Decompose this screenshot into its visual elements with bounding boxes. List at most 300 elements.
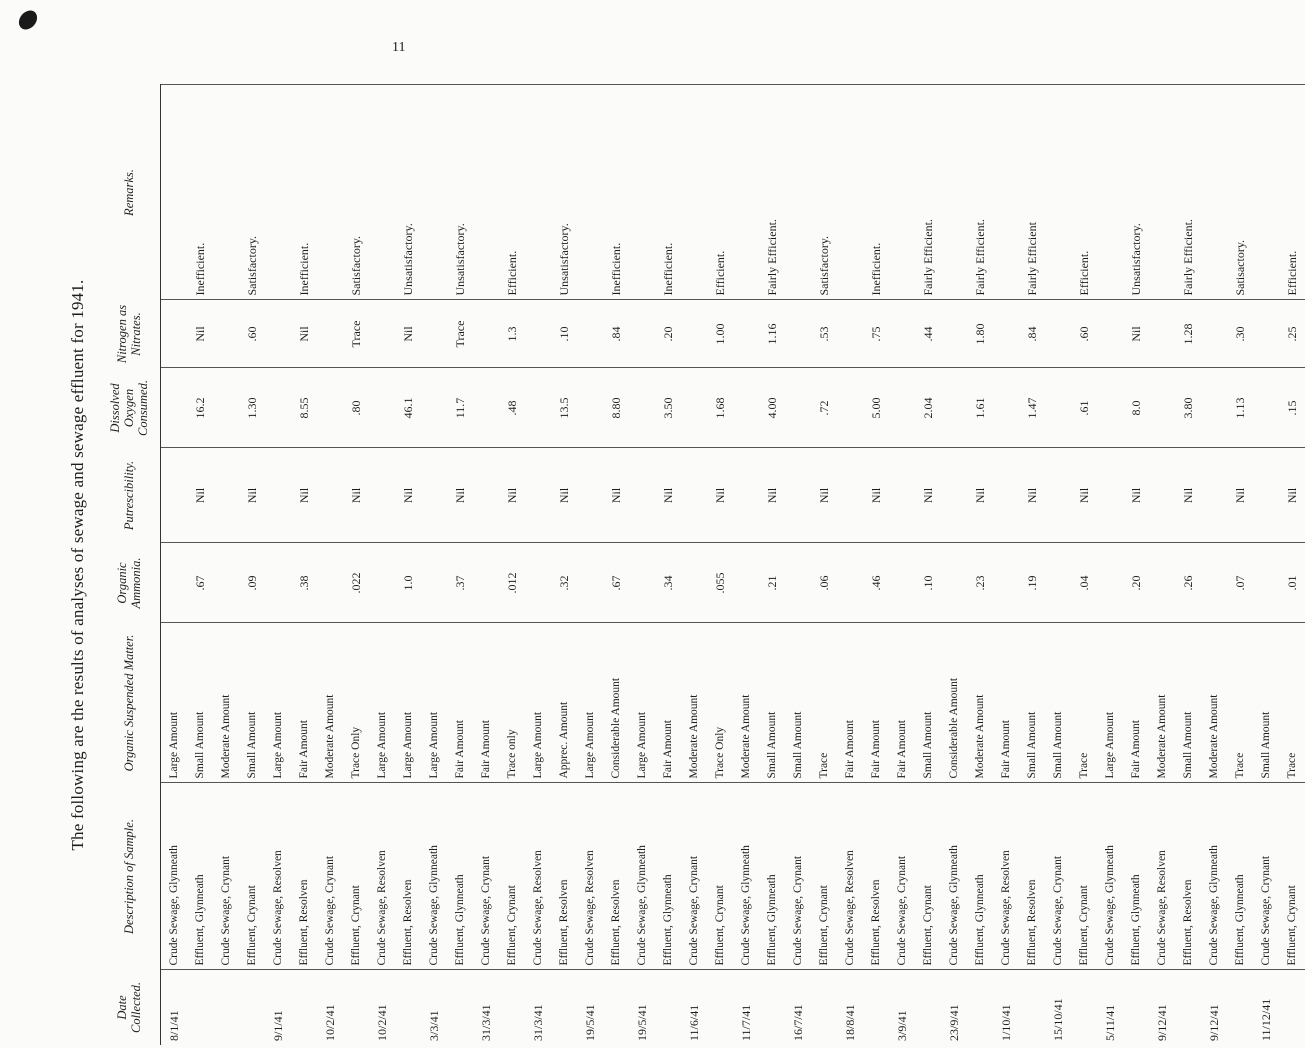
organic-ammonia-cell: .46 xyxy=(863,543,889,623)
remarks-cell: Inefficient. xyxy=(655,85,681,300)
organic-ammonia-cell xyxy=(1201,543,1227,623)
putrescibility-cell: Nil xyxy=(811,448,837,543)
date-cell: 19/5/41 xyxy=(629,970,655,1045)
date-cell: 16/7/41 xyxy=(785,970,811,1045)
putrescibility-cell: Nil xyxy=(967,448,993,543)
table-row xyxy=(1045,85,1071,1045)
putrescibility-cell: Nil xyxy=(863,448,889,543)
putrescibility-cell xyxy=(213,448,239,543)
table-row xyxy=(629,85,655,1045)
oxygen-cell: 1.13 xyxy=(1227,368,1253,448)
table-row xyxy=(811,85,837,1045)
organic-matter-cell: Fair Amount xyxy=(291,623,317,783)
putrescibility-cell: Nil xyxy=(603,448,629,543)
nitrogen-cell xyxy=(369,300,395,368)
organic-ammonia-cell xyxy=(941,543,967,623)
remarks-cell: Satisfactory. xyxy=(239,85,265,300)
remarks-cell: Efficient. xyxy=(1071,85,1097,300)
organic-ammonia-cell: .34 xyxy=(655,543,681,623)
description-cell: Effluent, Glynneath xyxy=(759,783,785,970)
description-cell: Crude Sewage, Glynneath xyxy=(733,783,759,970)
oxygen-cell: 4.00 xyxy=(759,368,785,448)
table-row xyxy=(1279,85,1305,1045)
header-organic-matter: Organic Suspended Matter. xyxy=(98,623,161,783)
oxygen-cell xyxy=(213,368,239,448)
date-cell: 19/5/41 xyxy=(577,970,603,1045)
oxygen-cell xyxy=(629,368,655,448)
remarks-cell: Efficient. xyxy=(1279,85,1305,300)
date-cell xyxy=(1227,970,1253,1045)
organic-ammonia-cell xyxy=(421,543,447,623)
date-cell xyxy=(291,970,317,1045)
oxygen-cell: 11.7 xyxy=(447,368,473,448)
organic-matter-cell: Fair Amount xyxy=(837,623,863,783)
description-cell: Effluent, Crynant xyxy=(499,783,525,970)
remarks-cell: Satisfactory. xyxy=(343,85,369,300)
table-caption: The following are the results of analyses of sewage and sewage effluent for 1941. xyxy=(68,279,87,851)
date-cell xyxy=(213,970,239,1045)
table-row xyxy=(1175,85,1201,1045)
remarks-cell xyxy=(1149,85,1175,300)
header-organic-ammonia: Organic Ammonia. xyxy=(98,543,161,623)
description-cell: Crude Sewage, Crynant xyxy=(317,783,343,970)
date-cell: 10/2/41 xyxy=(369,970,395,1045)
remarks-cell xyxy=(681,85,707,300)
description-cell: Crude Sewage, Resolven xyxy=(265,783,291,970)
putrescibility-cell xyxy=(369,448,395,543)
organic-ammonia-cell: .04 xyxy=(1071,543,1097,623)
putrescibility-cell xyxy=(629,448,655,543)
nitrogen-cell xyxy=(785,300,811,368)
organic-matter-cell: Trace xyxy=(1279,623,1305,783)
organic-matter-cell: Large Amount xyxy=(629,623,655,783)
oxygen-cell xyxy=(317,368,343,448)
organic-matter-cell: Large Amount xyxy=(421,623,447,783)
putrescibility-cell xyxy=(993,448,1019,543)
description-cell: Crude Sewage, Crynant xyxy=(889,783,915,970)
putrescibility-cell xyxy=(1097,448,1123,543)
oxygen-cell: 5.00 xyxy=(863,368,889,448)
oxygen-cell xyxy=(1253,368,1279,448)
organic-matter-cell: Small Amount xyxy=(239,623,265,783)
organic-matter-cell: Small Amount xyxy=(759,623,785,783)
remarks-cell xyxy=(889,85,915,300)
organic-ammonia-cell xyxy=(837,543,863,623)
description-cell: Crude Sewage, Glynneath xyxy=(941,783,967,970)
table-row xyxy=(473,85,499,1045)
putrescibility-cell: Nil xyxy=(707,448,733,543)
table-row xyxy=(317,85,343,1045)
date-cell xyxy=(967,970,993,1045)
oxygen-cell: 16.2 xyxy=(187,368,213,448)
oxygen-cell: 13.5 xyxy=(551,368,577,448)
putrescibility-cell xyxy=(889,448,915,543)
nitrogen-cell: .30 xyxy=(1227,300,1253,368)
description-cell: Effluent, Glynneath xyxy=(655,783,681,970)
nitrogen-cell xyxy=(941,300,967,368)
nitrogen-cell: Trace xyxy=(447,300,473,368)
remarks-cell xyxy=(1097,85,1123,300)
date-cell: 31/3/41 xyxy=(525,970,551,1045)
organic-ammonia-cell: .26 xyxy=(1175,543,1201,623)
organic-ammonia-cell xyxy=(1253,543,1279,623)
date-cell: 3/3/41 xyxy=(421,970,447,1045)
date-cell: 10/2/41 xyxy=(317,970,343,1045)
description-cell: Effluent, Glynneath xyxy=(1227,783,1253,970)
nitrogen-cell xyxy=(265,300,291,368)
nitrogen-cell xyxy=(889,300,915,368)
organic-matter-cell: Large Amount xyxy=(161,623,188,783)
date-cell xyxy=(603,970,629,1045)
organic-ammonia-cell xyxy=(629,543,655,623)
description-cell: Crude Sewage, Crynant xyxy=(785,783,811,970)
organic-matter-cell: Fair Amount xyxy=(993,623,1019,783)
description-cell: Effluent, Crynant xyxy=(343,783,369,970)
nitrogen-cell xyxy=(421,300,447,368)
header-nitrogen: Nitrogen as Nitrates. xyxy=(98,300,161,368)
description-cell: Crude Sewage, Resolven xyxy=(1149,783,1175,970)
oxygen-cell: .80 xyxy=(343,368,369,448)
remarks-cell: Fairly Efficient. xyxy=(915,85,941,300)
remarks-cell xyxy=(317,85,343,300)
nitrogen-cell: .84 xyxy=(1019,300,1045,368)
table-row xyxy=(889,85,915,1045)
putrescibility-cell xyxy=(317,448,343,543)
putrescibility-cell xyxy=(733,448,759,543)
organic-matter-cell: Considerable Amount xyxy=(603,623,629,783)
description-cell: Crude Sewage, Glynneath xyxy=(1201,783,1227,970)
organic-matter-cell: Trace xyxy=(1227,623,1253,783)
nitrogen-cell xyxy=(733,300,759,368)
organic-matter-cell: Considerable Amount xyxy=(941,623,967,783)
organic-ammonia-cell: .20 xyxy=(1123,543,1149,623)
nitrogen-cell xyxy=(681,300,707,368)
oxygen-cell xyxy=(421,368,447,448)
putrescibility-cell: Nil xyxy=(551,448,577,543)
remarks-cell: Unsatisfactory. xyxy=(395,85,421,300)
organic-matter-cell: Fair Amount xyxy=(863,623,889,783)
putrescibility-cell: Nil xyxy=(1175,448,1201,543)
remarks-cell: Fairly Efficient. xyxy=(1175,85,1201,300)
organic-ammonia-cell xyxy=(265,543,291,623)
oxygen-cell: 8.55 xyxy=(291,368,317,448)
organic-matter-cell: Fair Amount xyxy=(889,623,915,783)
remarks-cell xyxy=(161,85,188,300)
table-row xyxy=(577,85,603,1045)
remarks-cell: Unsatisfactory. xyxy=(447,85,473,300)
nitrogen-cell xyxy=(629,300,655,368)
date-cell: 11/7/41 xyxy=(733,970,759,1045)
putrescibility-cell: Nil xyxy=(447,448,473,543)
organic-matter-cell: Moderate Amount xyxy=(213,623,239,783)
description-cell: Effluent, Crynant xyxy=(915,783,941,970)
table-row xyxy=(239,85,265,1045)
organic-ammonia-cell xyxy=(889,543,915,623)
putrescibility-cell: Nil xyxy=(187,448,213,543)
remarks-cell xyxy=(265,85,291,300)
organic-matter-cell: Small Amount xyxy=(1019,623,1045,783)
nitrogen-cell: Nil xyxy=(291,300,317,368)
putrescibility-cell xyxy=(1253,448,1279,543)
table-body xyxy=(161,85,1305,1045)
organic-ammonia-cell: .10 xyxy=(915,543,941,623)
remarks-cell: Fairly Efficient xyxy=(1019,85,1045,300)
table-row xyxy=(551,85,577,1045)
remarks-cell: Satisfactory. xyxy=(811,85,837,300)
table-row xyxy=(213,85,239,1045)
rotated-table-area xyxy=(60,85,1299,1045)
remarks-cell xyxy=(733,85,759,300)
table-row xyxy=(187,85,213,1045)
organic-matter-cell: Trace xyxy=(811,623,837,783)
organic-matter-cell: Small Amount xyxy=(1253,623,1279,783)
table-row xyxy=(369,85,395,1045)
description-cell: Crude Sewage, Resolven xyxy=(837,783,863,970)
organic-matter-cell: Large Amount xyxy=(395,623,421,783)
oxygen-cell: 2.04 xyxy=(915,368,941,448)
date-cell xyxy=(863,970,889,1045)
date-cell xyxy=(1175,970,1201,1045)
remarks-cell xyxy=(941,85,967,300)
organic-matter-cell: Trace Only xyxy=(343,623,369,783)
organic-ammonia-cell xyxy=(1045,543,1071,623)
putrescibility-cell: Nil xyxy=(395,448,421,543)
oxygen-cell xyxy=(993,368,1019,448)
date-cell xyxy=(395,970,421,1045)
date-cell xyxy=(655,970,681,1045)
organic-matter-cell: Fair Amount xyxy=(447,623,473,783)
organic-ammonia-cell xyxy=(473,543,499,623)
organic-ammonia-cell xyxy=(577,543,603,623)
organic-matter-cell: Small Amount xyxy=(785,623,811,783)
date-cell: 23/9/41 xyxy=(941,970,967,1045)
nitrogen-cell: Nil xyxy=(187,300,213,368)
oxygen-cell: 8.0 xyxy=(1123,368,1149,448)
oxygen-cell xyxy=(785,368,811,448)
putrescibility-cell xyxy=(1045,448,1071,543)
table-row xyxy=(265,85,291,1045)
oxygen-cell: .48 xyxy=(499,368,525,448)
table-row xyxy=(733,85,759,1045)
description-cell: Effluent, Resolven xyxy=(1019,783,1045,970)
oxygen-cell: 46.1 xyxy=(395,368,421,448)
date-cell: 11/12/41 xyxy=(1253,970,1279,1045)
description-cell: Effluent, Glynneath xyxy=(187,783,213,970)
date-cell xyxy=(915,970,941,1045)
putrescibility-cell xyxy=(785,448,811,543)
table-row xyxy=(707,85,733,1045)
organic-matter-cell: Fair Amount xyxy=(1123,623,1149,783)
table-row xyxy=(525,85,551,1045)
date-cell xyxy=(499,970,525,1045)
description-cell: Effluent, Resolven xyxy=(291,783,317,970)
oxygen-cell xyxy=(1045,368,1071,448)
date-cell xyxy=(811,970,837,1045)
table-row xyxy=(343,85,369,1045)
description-cell: Crude Sewage, Resolven xyxy=(993,783,1019,970)
oxygen-cell: 3.50 xyxy=(655,368,681,448)
description-cell: Effluent, Resolven xyxy=(863,783,889,970)
nitrogen-cell xyxy=(473,300,499,368)
nitrogen-cell xyxy=(993,300,1019,368)
date-cell: 18/8/41 xyxy=(837,970,863,1045)
organic-ammonia-cell xyxy=(1097,543,1123,623)
putrescibility-cell xyxy=(525,448,551,543)
organic-matter-cell: Moderate Amount xyxy=(733,623,759,783)
description-cell: Effluent, Crynant xyxy=(239,783,265,970)
putrescibility-cell xyxy=(421,448,447,543)
organic-matter-cell: Trace Only xyxy=(707,623,733,783)
table-row xyxy=(1201,85,1227,1045)
putrescibility-cell xyxy=(1201,448,1227,543)
description-cell: Effluent, Resolven xyxy=(603,783,629,970)
date-cell xyxy=(447,970,473,1045)
date-cell xyxy=(707,970,733,1045)
remarks-cell xyxy=(993,85,1019,300)
table-row xyxy=(161,85,188,1045)
nitrogen-cell: .20 xyxy=(655,300,681,368)
oxygen-cell xyxy=(265,368,291,448)
header-remarks: Remarks. xyxy=(98,85,161,300)
remarks-cell: Fairly Efficient. xyxy=(967,85,993,300)
description-cell: Crude Sewage, Resolven xyxy=(369,783,395,970)
putrescibility-cell: Nil xyxy=(1123,448,1149,543)
date-cell: 9/12/41 xyxy=(1149,970,1175,1045)
putrescibility-cell xyxy=(681,448,707,543)
putrescibility-cell: Nil xyxy=(1227,448,1253,543)
putrescibility-cell: Nil xyxy=(1071,448,1097,543)
remarks-cell: Inefficient. xyxy=(603,85,629,300)
organic-matter-cell: Apprec. Amount xyxy=(551,623,577,783)
oxygen-cell xyxy=(161,368,188,448)
organic-ammonia-cell: .09 xyxy=(239,543,265,623)
header-date: Date Collected. xyxy=(98,970,161,1045)
table-row xyxy=(785,85,811,1045)
organic-ammonia-cell xyxy=(525,543,551,623)
nitrogen-cell: 1.00 xyxy=(707,300,733,368)
remarks-cell xyxy=(369,85,395,300)
oxygen-cell xyxy=(889,368,915,448)
organic-ammonia-cell: .055 xyxy=(707,543,733,623)
date-cell: 11/6/41 xyxy=(681,970,707,1045)
table-row xyxy=(681,85,707,1045)
analysis-table xyxy=(98,85,1305,1046)
table-row xyxy=(837,85,863,1045)
remarks-cell: Unsatisfactory. xyxy=(1123,85,1149,300)
date-cell xyxy=(1123,970,1149,1045)
description-cell: Effluent, Resolven xyxy=(1175,783,1201,970)
remarks-cell: Efficient. xyxy=(499,85,525,300)
description-cell: Effluent, Crynant xyxy=(707,783,733,970)
date-cell xyxy=(343,970,369,1045)
organic-ammonia-cell: .06 xyxy=(811,543,837,623)
organic-matter-cell: Trace xyxy=(1071,623,1097,783)
nitrogen-cell xyxy=(317,300,343,368)
organic-matter-cell: Small Amount xyxy=(1045,623,1071,783)
nitrogen-cell: .60 xyxy=(239,300,265,368)
organic-ammonia-cell xyxy=(681,543,707,623)
description-cell: Effluent, Crynant xyxy=(1071,783,1097,970)
table-row xyxy=(993,85,1019,1045)
nitrogen-cell xyxy=(161,300,188,368)
organic-ammonia-cell xyxy=(161,543,188,623)
nitrogen-cell: 1.80 xyxy=(967,300,993,368)
remarks-cell xyxy=(785,85,811,300)
oxygen-cell: .61 xyxy=(1071,368,1097,448)
remarks-cell: Efficient. xyxy=(707,85,733,300)
nitrogen-cell xyxy=(1045,300,1071,368)
organic-ammonia-cell: .01 xyxy=(1279,543,1305,623)
description-cell: Effluent, Glynneath xyxy=(1123,783,1149,970)
remarks-cell xyxy=(837,85,863,300)
nitrogen-cell xyxy=(837,300,863,368)
nitrogen-cell xyxy=(1149,300,1175,368)
organic-ammonia-cell xyxy=(785,543,811,623)
organic-matter-cell: Moderate Amount xyxy=(967,623,993,783)
organic-matter-cell: Moderate Amount xyxy=(1149,623,1175,783)
nitrogen-cell: Nil xyxy=(1123,300,1149,368)
organic-ammonia-cell: .21 xyxy=(759,543,785,623)
nitrogen-cell xyxy=(525,300,551,368)
date-cell: 31/3/41 xyxy=(473,970,499,1045)
table-row xyxy=(915,85,941,1045)
oxygen-cell: 3.80 xyxy=(1175,368,1201,448)
table-row xyxy=(967,85,993,1045)
table-row xyxy=(941,85,967,1045)
description-cell: Crude Sewage, Crynant xyxy=(1253,783,1279,970)
organic-matter-cell: Large Amount xyxy=(369,623,395,783)
putrescibility-cell xyxy=(837,448,863,543)
organic-ammonia-cell: .07 xyxy=(1227,543,1253,623)
date-cell xyxy=(1279,970,1305,1045)
remarks-cell xyxy=(525,85,551,300)
description-cell: Crude Sewage, Glynneath xyxy=(421,783,447,970)
nitrogen-cell: .60 xyxy=(1071,300,1097,368)
date-cell: 1/10/41 xyxy=(993,970,1019,1045)
nitrogen-cell: .25 xyxy=(1279,300,1305,368)
description-cell: Crude Sewage, Resolven xyxy=(525,783,551,970)
oxygen-cell xyxy=(369,368,395,448)
putrescibility-cell xyxy=(1149,448,1175,543)
oxygen-cell: 1.61 xyxy=(967,368,993,448)
putrescibility-cell: Nil xyxy=(291,448,317,543)
nitrogen-cell: .75 xyxy=(863,300,889,368)
table-row xyxy=(603,85,629,1045)
description-cell: Crude Sewage, Resolven xyxy=(577,783,603,970)
nitrogen-cell: Trace xyxy=(343,300,369,368)
organic-ammonia-cell: 1.0 xyxy=(395,543,421,623)
oxygen-cell xyxy=(837,368,863,448)
oxygen-cell xyxy=(681,368,707,448)
date-cell: 8/1/41 xyxy=(161,970,188,1045)
date-cell xyxy=(187,970,213,1045)
organic-ammonia-cell xyxy=(369,543,395,623)
table-row xyxy=(291,85,317,1045)
description-cell: Crude Sewage, Crynant xyxy=(1045,783,1071,970)
remarks-cell xyxy=(421,85,447,300)
remarks-cell: Inefficient. xyxy=(187,85,213,300)
remarks-cell: Fairly Efficient. xyxy=(759,85,785,300)
description-cell: Effluent, Resolven xyxy=(551,783,577,970)
remarks-cell: Satisactory. xyxy=(1227,85,1253,300)
table-row xyxy=(863,85,889,1045)
organic-ammonia-cell: .012 xyxy=(499,543,525,623)
remarks-cell: Inefficient. xyxy=(863,85,889,300)
organic-matter-cell: Moderate Amount xyxy=(681,623,707,783)
oxygen-cell xyxy=(473,368,499,448)
nitrogen-cell xyxy=(577,300,603,368)
date-cell: 9/1/41 xyxy=(265,970,291,1045)
